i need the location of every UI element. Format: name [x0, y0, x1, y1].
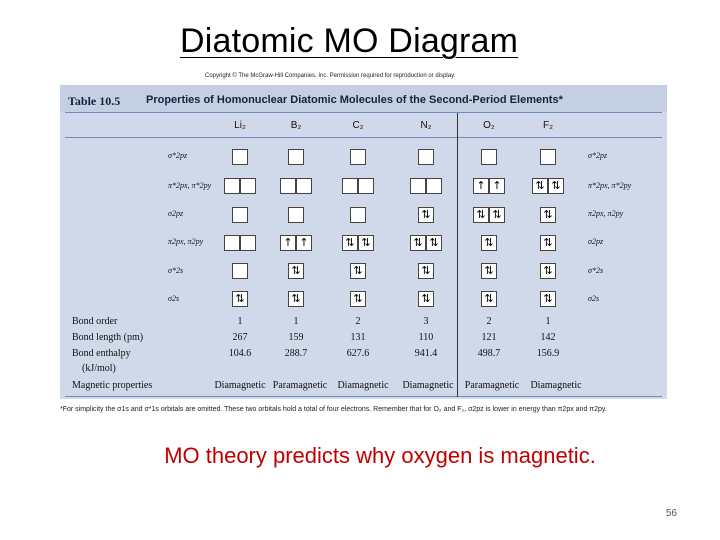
orbital-box: [232, 207, 248, 223]
bond-enthalpy-unit: (kJ/mol): [82, 363, 116, 374]
bottom-rule: [65, 396, 662, 397]
orbital-box: ⇅: [350, 263, 366, 279]
orbital-box: ⇅: [489, 207, 505, 223]
orbital-box: ↑: [489, 178, 505, 194]
orbital-box: ⇅: [540, 263, 556, 279]
magnetic-value: Diamagnetic: [337, 380, 389, 391]
column-header: Li₂: [234, 120, 246, 131]
header-rule: [65, 112, 662, 113]
orbital-box: ⇅: [481, 263, 497, 279]
copyright-notice: Copyright © The McGraw-Hill Companies, Inc. Permission required for reproduction or display.: [205, 73, 456, 79]
orbital-label: π2px, π2py: [168, 237, 204, 246]
table-title: Properties of Homonuclear Diatomic Molecules of the Second-Period Elements*: [146, 94, 563, 106]
magnetic-value: Diamagnetic: [530, 380, 582, 391]
bond-length-label: Bond length (pm): [72, 332, 144, 343]
bond-enthalpy-value: 627.6: [346, 348, 370, 359]
table-footnote: *For simplicity the σ1s and σ*1s orbitals are omitted. These two orbitals hold a total of four electrons. Remember that for O₂ and F₂, σ2pz is lower in energy than π2px and π2py.: [60, 406, 607, 413]
bond-enthalpy-value: 498.7: [477, 348, 501, 359]
page-number: 56: [665, 508, 677, 519]
magnetic-value: Diamagnetic: [214, 380, 266, 391]
orbital-box: ⇅: [481, 235, 497, 251]
orbital-box: [240, 178, 256, 194]
orbital-box: ⇅: [358, 235, 374, 251]
orbital-box: ⇅: [481, 291, 497, 307]
bond-length-value: 121: [481, 332, 497, 343]
orbital-box: ⇅: [418, 291, 434, 307]
mo-table-figure: [60, 85, 667, 399]
orbital-box: [540, 149, 556, 165]
column-header: N₂: [420, 120, 432, 131]
bond-order-value: 3: [423, 316, 429, 327]
orbital-label-right: σ*2s: [588, 266, 604, 275]
orbital-box: ↑: [296, 235, 312, 251]
magnetic-label: Magnetic properties: [72, 380, 153, 391]
orbital-box: ⇅: [418, 207, 434, 223]
bond-length-value: 142: [540, 332, 556, 343]
orbital-box: [296, 178, 312, 194]
bond-order-value: 1: [237, 316, 243, 327]
orbital-box: ⇅: [232, 291, 248, 307]
orbital-box: ↑: [280, 235, 296, 251]
bond-enthalpy-value: 941.4: [414, 348, 438, 359]
bond-enthalpy-label: Bond enthalpy: [72, 348, 131, 359]
table-header: [60, 85, 667, 112]
orbital-label: σ2s: [168, 294, 180, 303]
orbital-box: [288, 207, 304, 223]
orbital-box: [350, 207, 366, 223]
bond-length-value: 110: [418, 332, 434, 343]
orbital-box: [232, 149, 248, 165]
orbital-box: [358, 178, 374, 194]
bond-order-label: Bond order: [72, 316, 118, 327]
bond-enthalpy-value: 104.6: [228, 348, 252, 359]
orbital-box: ⇅: [418, 263, 434, 279]
orbital-box: ⇅: [342, 235, 358, 251]
bond-order-value: 1: [293, 316, 299, 327]
orbital-label-right: π2px, π2py: [588, 209, 624, 218]
orbital-box: [240, 235, 256, 251]
bond-enthalpy-value: 156.9: [536, 348, 560, 359]
orbital-box: [280, 178, 296, 194]
column-header: B₂: [290, 120, 302, 131]
magnetic-value: Diamagnetic: [402, 380, 454, 391]
column-header: O₂: [483, 120, 495, 131]
orbital-box: ⇅: [532, 178, 548, 194]
column-header: C₂: [352, 120, 364, 131]
orbital-box: ⇅: [426, 235, 442, 251]
orbital-box: [224, 178, 240, 194]
orbital-label-right: σ*2pz: [588, 151, 608, 160]
orbital-box: [410, 178, 426, 194]
orbital-label-right: σ2s: [588, 294, 600, 303]
orbital-label: σ*2s: [168, 266, 184, 275]
orbital-box: [418, 149, 434, 165]
magnetic-value: Paramagnetic: [272, 380, 328, 391]
column-header: F₂: [543, 120, 553, 131]
bond-enthalpy-value: 288.7: [284, 348, 308, 359]
orbital-box: ⇅: [540, 235, 556, 251]
bond-order-value: 2: [355, 316, 361, 327]
orbital-box: [342, 178, 358, 194]
orbital-box: ⇅: [473, 207, 489, 223]
orbital-box: ⇅: [548, 178, 564, 194]
orbital-label: σ2pz: [168, 209, 184, 218]
orbital-label: σ*2pz: [168, 151, 188, 160]
orbital-label-right: π*2px, π*2py: [588, 181, 632, 190]
orbital-box: [481, 149, 497, 165]
orbital-box: ⇅: [288, 291, 304, 307]
orbital-box: ⇅: [350, 291, 366, 307]
bond-length-value: 159: [288, 332, 304, 343]
orbital-box: ↑: [473, 178, 489, 194]
orbital-box: ⇅: [410, 235, 426, 251]
bond-order-value: 2: [486, 316, 492, 327]
bond-length-value: 131: [350, 332, 366, 343]
orbital-box: [350, 149, 366, 165]
orbital-label-right: σ2pz: [588, 237, 604, 246]
bond-order-value: 1: [545, 316, 551, 327]
column-divider: [457, 113, 458, 397]
orbital-box: ⇅: [540, 291, 556, 307]
orbital-box: ⇅: [540, 207, 556, 223]
orbital-box: ⇅: [288, 263, 304, 279]
table-number: Table 10.5: [68, 94, 121, 108]
orbital-box: [224, 235, 240, 251]
orbital-label: π*2px, π*2py: [168, 181, 212, 190]
magnetic-value: Paramagnetic: [464, 380, 520, 391]
column-rule: [65, 137, 662, 138]
slide-title: Diatomic MO Diagram: [180, 22, 519, 60]
orbital-box: [426, 178, 442, 194]
orbital-box: [288, 149, 304, 165]
bond-length-value: 267: [232, 332, 248, 343]
orbital-box: [232, 263, 248, 279]
slide-caption: MO theory predicts why oxygen is magnetic.: [164, 443, 596, 468]
